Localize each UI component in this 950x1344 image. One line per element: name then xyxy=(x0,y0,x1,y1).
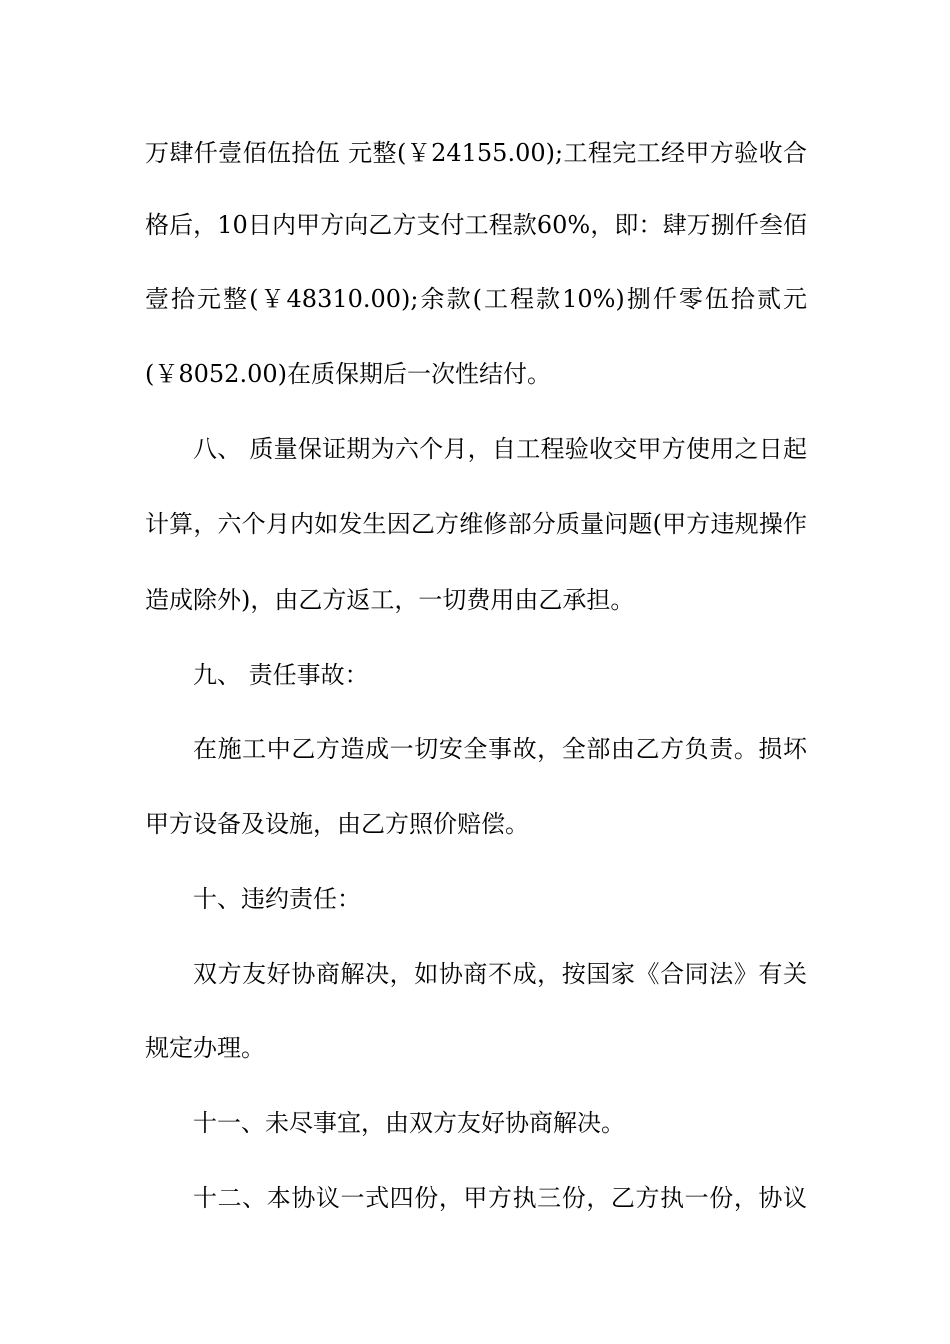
clause-9-line-1: 在施工中乙方造成一切安全事故，全部由乙方负责。损坏 xyxy=(193,735,807,763)
clause-10-heading: 十、违约责任： xyxy=(193,885,361,913)
clause-9-line-2: 甲方设备及设施，由乙方照价赔偿。 xyxy=(145,810,529,838)
text-line-payment-1: 万肆仟壹佰伍拾伍 元整(￥24155.00);工程完工经甲方验收合 xyxy=(145,139,807,167)
clause-10-line-2: 规定办理。 xyxy=(145,1034,265,1062)
text-line-payment-4: (￥8052.00)在质保期后一次性结付。 xyxy=(145,360,551,388)
text-line-payment-2: 格后，10日内甲方向乙方支付工程款60%，即：肆万捌仟叁佰 xyxy=(145,211,807,239)
clause-9-heading: 九、 责任事故： xyxy=(193,661,369,689)
clause-11: 十一、未尽事宜，由双方友好协商解决。 xyxy=(193,1109,625,1137)
text-line-payment-3: 壹拾元整(￥48310.00);余款(工程款10%)捌仟零伍拾贰元 xyxy=(145,285,807,313)
clause-8-line-3: 造成除外)，由乙方返工，一切费用由乙承担。 xyxy=(145,586,635,614)
clause-8-line-2: 计算，六个月内如发生因乙方维修部分质量问题(甲方违规操作 xyxy=(145,510,807,538)
clause-12-line-1: 十二、本协议一式四份，甲方执三份，乙方执一份，协议 xyxy=(193,1184,807,1212)
clause-8-heading-line: 八、 质量保证期为六个月，自工程验收交甲方使用之日起 xyxy=(193,435,807,463)
clause-10-line-1: 双方友好协商解决，如协商不成，按国家《合同法》有关 xyxy=(193,960,807,988)
